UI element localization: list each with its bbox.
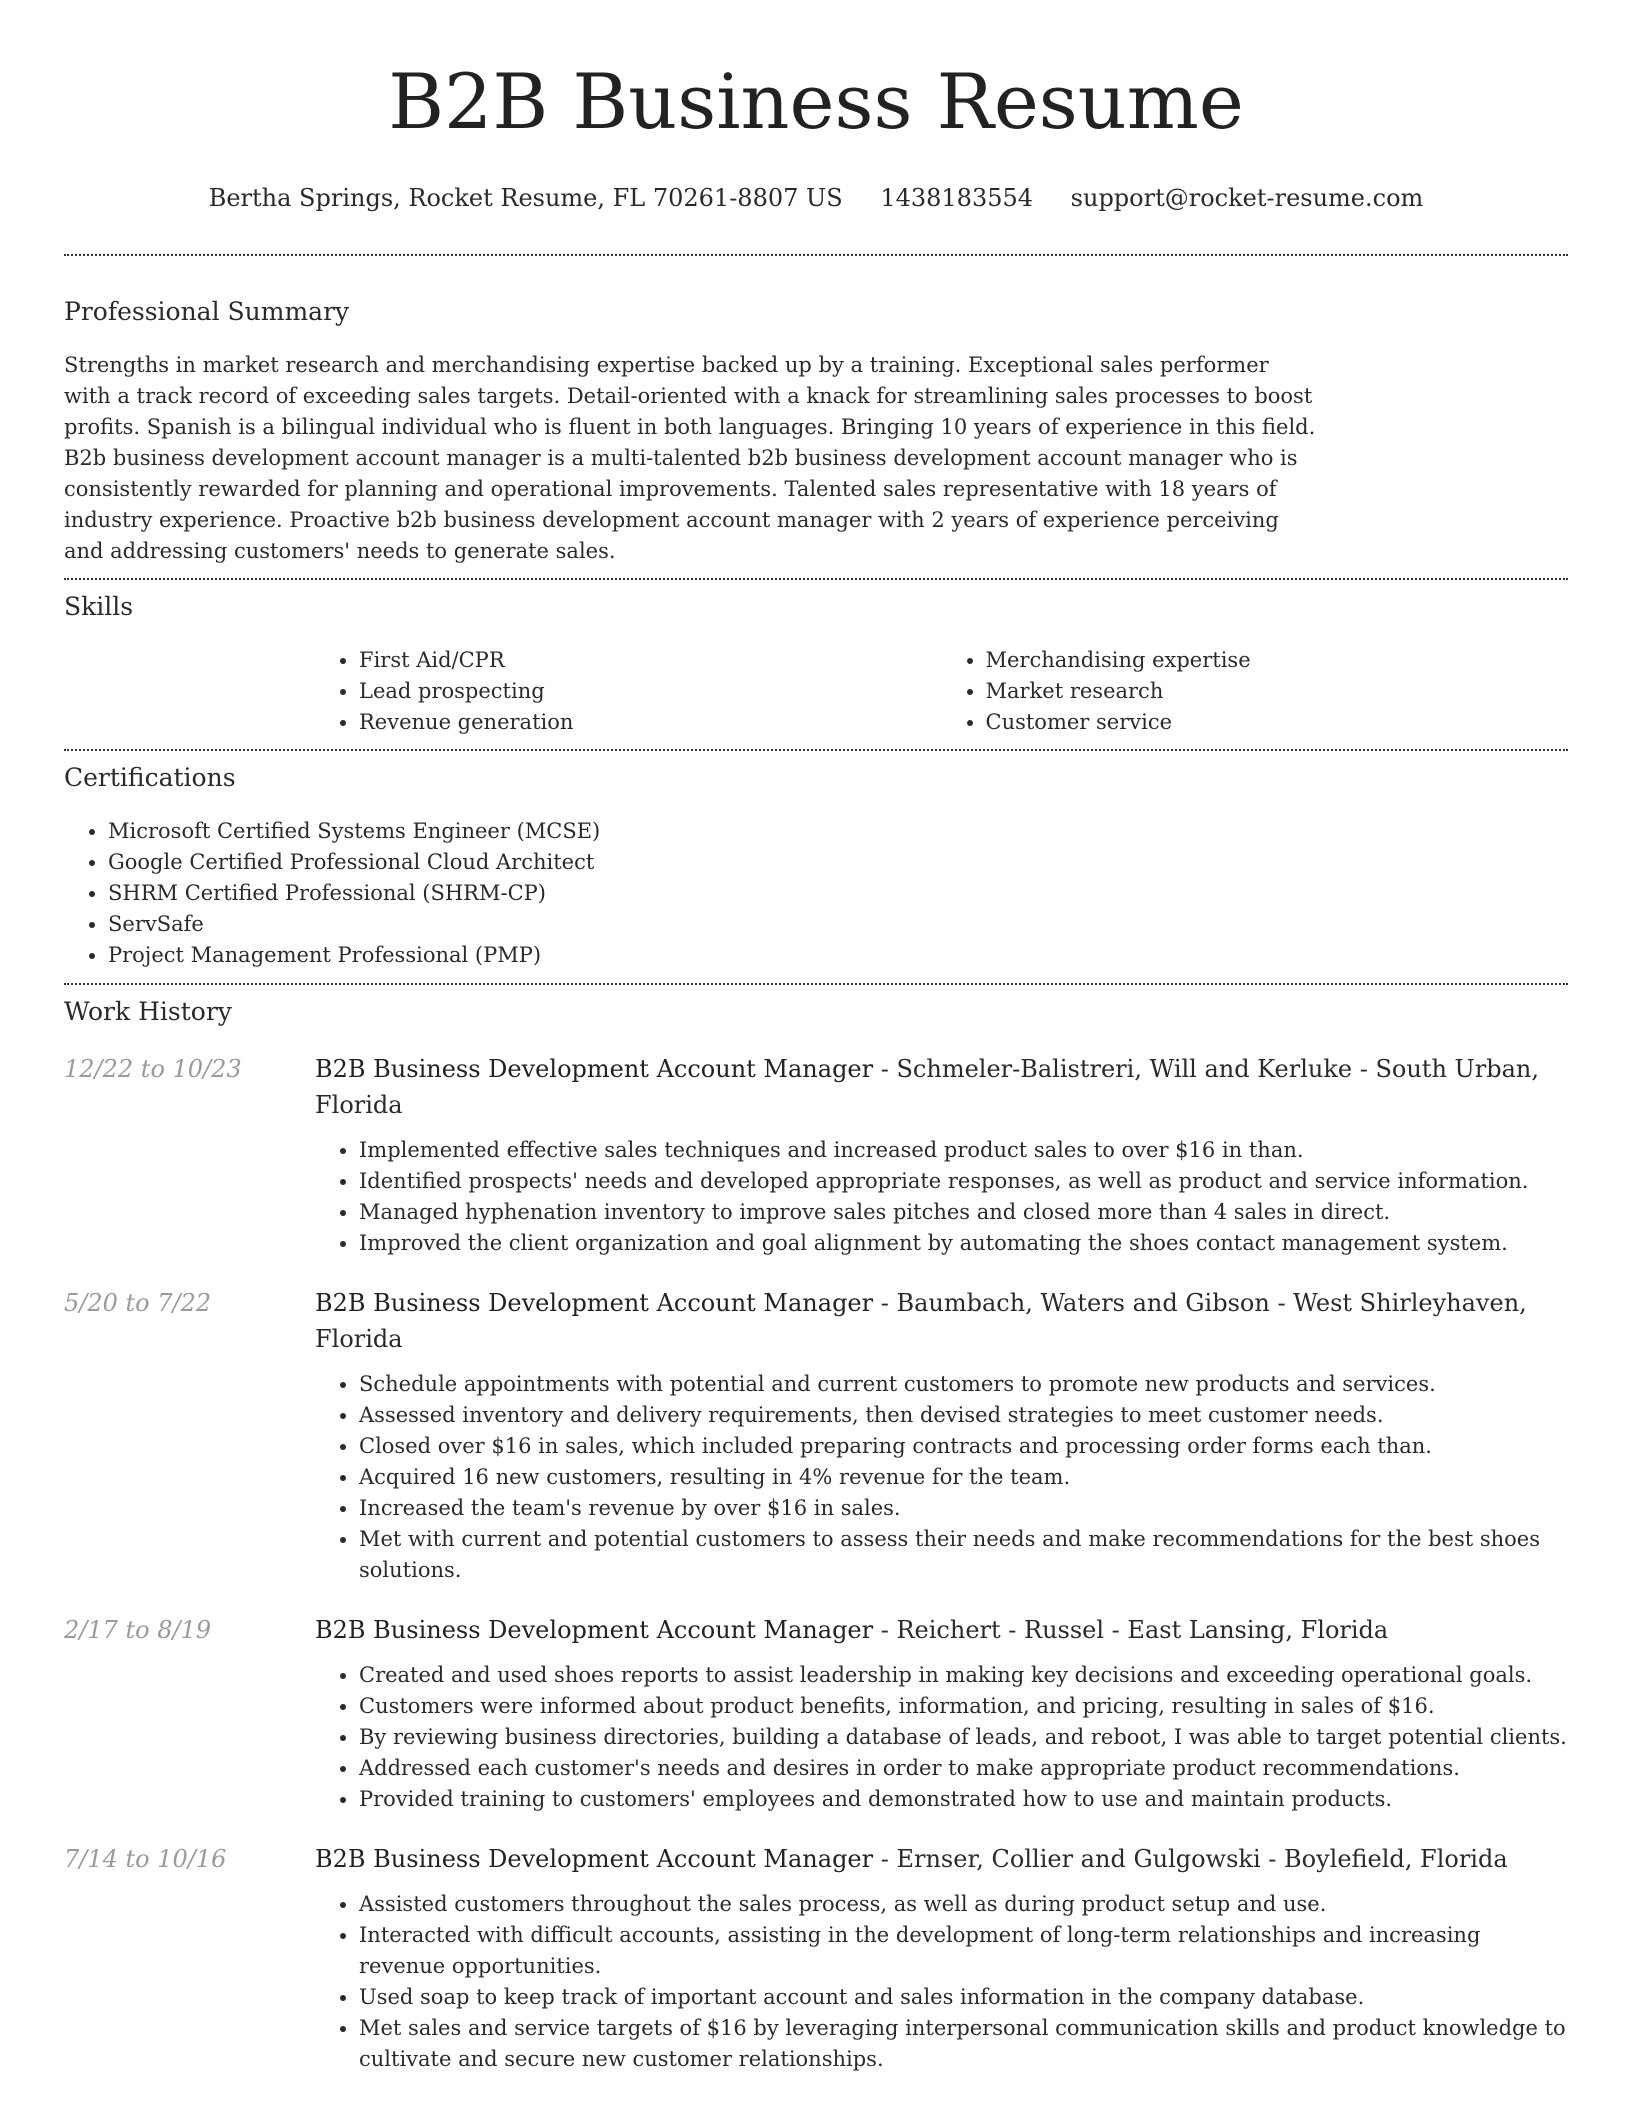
job-entry	[64, 1051, 1568, 1259]
job-bullet: • Provided training to customers' employees and demonstrated how to use and maintain products.	[359, 1784, 1568, 1815]
job-bullet: • Identified prospects' needs and developed appropriate responses, as well as product and service information.	[359, 1166, 1568, 1197]
job-company-location: - Baumbach, Waters and Gibson - West Shirleyhaven, Florida	[315, 1289, 1527, 1353]
job-bullet: • Customers were informed about product benefits, information, and pricing, resulting in sales of $16.	[359, 1691, 1568, 1722]
job-role: B2B Business Development Account Manager	[315, 1616, 874, 1644]
divider	[64, 983, 1568, 985]
job-bullet: • Used soap to keep track of important account and sales information in the company database.	[359, 1982, 1568, 2013]
section-title-skills: Skills	[64, 592, 134, 621]
job-company-location: - Ernser, Collier and Gulgowski - Boylefield, Florida	[873, 1845, 1508, 1873]
skills-list	[315, 645, 1568, 738]
job-role: B2B Business Development Account Manager	[315, 1845, 874, 1873]
job-body	[315, 1285, 1568, 1586]
resume-page	[64, 0, 1568, 2075]
contact-email: support@rocket-resume.com	[1070, 184, 1424, 212]
job-bullet: • Closed over $16 in sales, which included preparing contracts and processing order forms each than.	[359, 1431, 1568, 1462]
job-body	[315, 1841, 1568, 2075]
skills-column-right	[942, 645, 1569, 738]
job-dates: 2/17 to 8/19	[64, 1616, 212, 1644]
job-dates: 5/20 to 7/22	[64, 1289, 212, 1317]
certification-item: • Project Management Professional (PMP)	[108, 940, 1568, 971]
skill-item: • Market research	[986, 676, 1569, 707]
contact-address: Bertha Springs, Rocket Resume, FL 70261-8807 US	[208, 184, 843, 212]
certification-item: • Microsoft Certified Systems Engineer (MCSE)	[108, 816, 1568, 847]
job-bullets	[315, 1889, 1568, 2075]
skill-item: • First Aid/CPR	[359, 645, 942, 676]
job-role: B2B Business Development Account Manager	[315, 1289, 874, 1317]
summary-text: Strengths in market research and merchandising expertise backed up by a training. Exceptional sales performer with a track record of exceeding sales targets. Detail-oriented with a knack for streamlining sales processes to boost profits. Spanish is a bilingual individual who is fluent in both languages. Bringing 10 years of experience in this field. B2b business development account manager is a multi-talented b2b business development account manager who is consistently rewarded for planning and operational improvements. Talented sales representative with 18 years of industry experience. Proactive b2b business development account manager with 2 years of experience perceiving and addressing customers' needs to generate sales.	[64, 353, 1316, 563]
job-bullet: • Managed hyphenation inventory to improve sales pitches and closed more than 4 sales in direct.	[359, 1197, 1568, 1228]
job-body	[315, 1612, 1568, 1815]
job-bullet: • Implemented effective sales techniques and increased product sales to over $16 in than.	[359, 1135, 1568, 1166]
certification-item: • ServSafe	[108, 909, 1568, 940]
certification-item: • Google Certified Professional Cloud Architect	[108, 847, 1568, 878]
section-title-summary: Professional Summary	[64, 297, 350, 326]
job-title	[315, 1612, 1568, 1648]
job-bullet: • By reviewing business directories, building a database of leads, and reboot, I was able to target potential clients.	[359, 1722, 1568, 1753]
job-title	[315, 1051, 1568, 1123]
certifications-list	[64, 816, 1568, 971]
job-bullet: • Met with current and potential customers to assess their needs and make recommendations for the best shoes solutions.	[359, 1524, 1568, 1586]
job-bullet: • Addressed each customer's needs and desires in order to make appropriate product recommendations.	[359, 1753, 1568, 1784]
skill-item: • Merchandising expertise	[986, 645, 1569, 676]
job-bullets	[315, 1135, 1568, 1259]
section-title-work-history: Work History	[64, 997, 232, 1026]
job-entry	[64, 1285, 1568, 1586]
divider	[64, 749, 1568, 751]
certification-item: • SHRM Certified Professional (SHRM-CP)	[108, 878, 1568, 909]
skill-item: • Customer service	[986, 707, 1569, 738]
job-dates: 12/22 to 10/23	[64, 1055, 242, 1083]
job-bullet: • Interacted with difficult accounts, assisting in the development of long-term relationships and increasing revenue opportunities.	[359, 1920, 1568, 1982]
job-bullet: • Assessed inventory and delivery requirements, then devised strategies to meet customer needs.	[359, 1400, 1568, 1431]
resume-title: B2B Business Resume	[388, 57, 1244, 146]
job-body	[315, 1051, 1568, 1259]
job-company-location: - Schmeler-Balistreri, Will and Kerluke - South Urban, Florida	[315, 1055, 1539, 1119]
job-entry	[64, 1612, 1568, 1815]
job-role: B2B Business Development Account Manager	[315, 1055, 874, 1083]
job-entry	[64, 1841, 1568, 2075]
job-bullets	[315, 1369, 1568, 1586]
job-title	[315, 1285, 1568, 1357]
divider	[64, 254, 1568, 256]
skill-item: • Lead prospecting	[359, 676, 942, 707]
job-title	[315, 1841, 1568, 1877]
job-bullet: • Created and used shoes reports to assist leadership in making key decisions and exceeding operational goals.	[359, 1660, 1568, 1691]
job-company-location: - Reichert - Russel - East Lansing, Florida	[873, 1616, 1389, 1644]
job-bullets	[315, 1660, 1568, 1815]
skill-item: • Revenue generation	[359, 707, 942, 738]
job-bullet: • Increased the team's revenue by over $16 in sales.	[359, 1493, 1568, 1524]
job-bullet: • Assisted customers throughout the sales process, as well as during product setup and use.	[359, 1889, 1568, 1920]
contact-line	[64, 182, 1568, 214]
section-title-certifications: Certifications	[64, 763, 236, 792]
job-bullet: • Acquired 16 new customers, resulting in 4% revenue for the team.	[359, 1462, 1568, 1493]
job-dates: 7/14 to 10/16	[64, 1845, 227, 1873]
job-bullet: • Met sales and service targets of $16 by leveraging interpersonal communication skills and product knowledge to cultivate and secure new customer relationships.	[359, 2013, 1568, 2075]
skills-column-left	[315, 645, 942, 738]
contact-phone: 1438183554	[880, 184, 1034, 212]
divider	[64, 578, 1568, 580]
job-bullet: • Improved the client organization and goal alignment by automating the shoes contact management system.	[359, 1228, 1568, 1259]
job-bullet: • Schedule appointments with potential and current customers to promote new products and services.	[359, 1369, 1568, 1400]
